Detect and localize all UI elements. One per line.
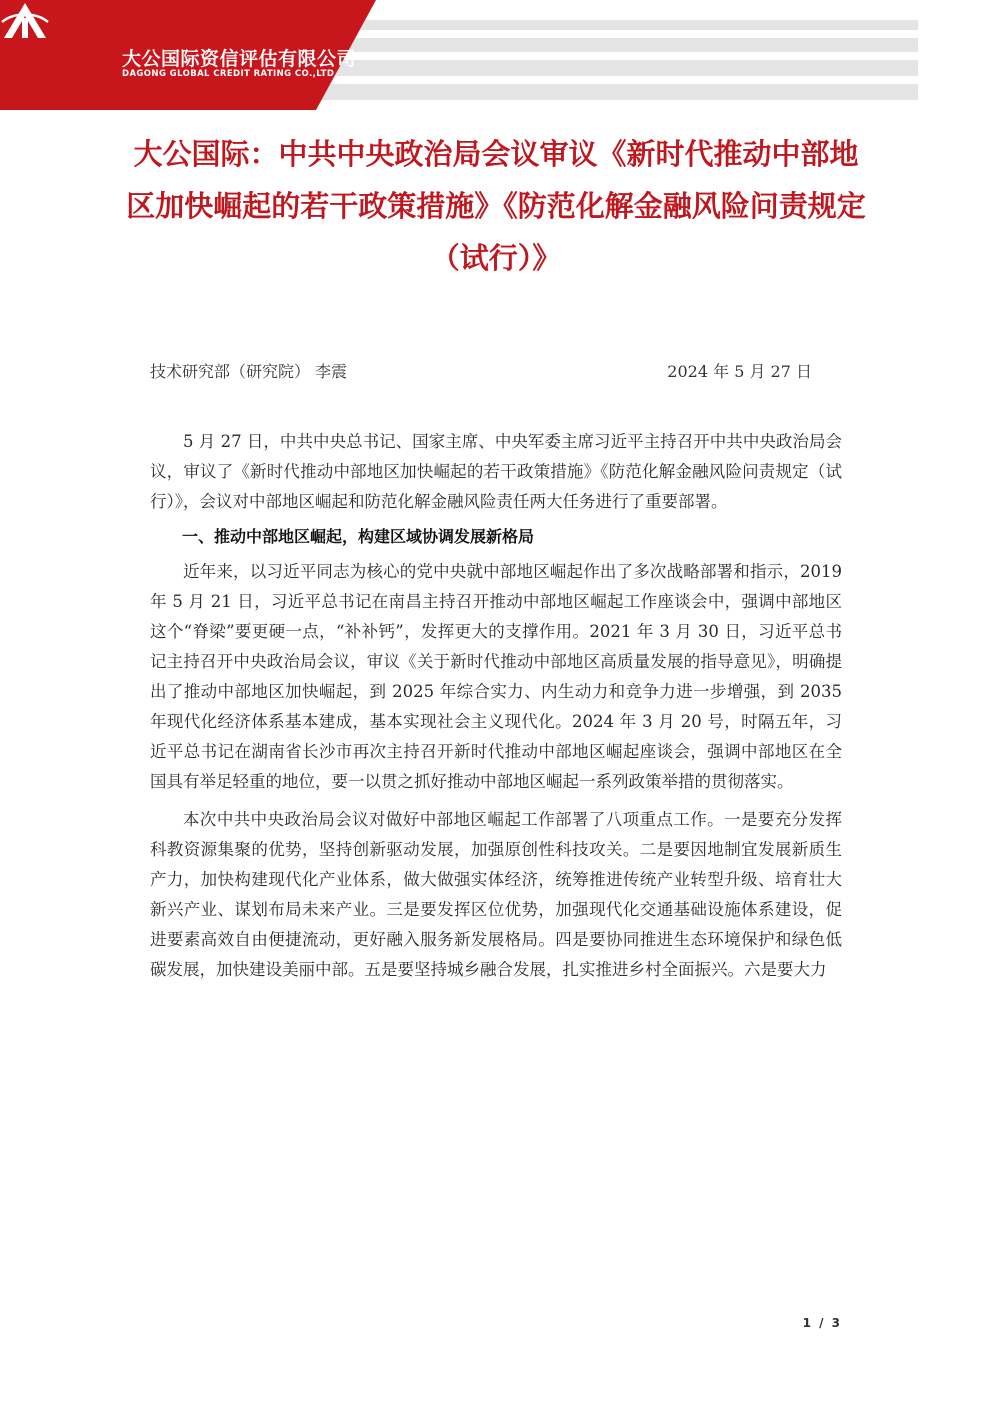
page-header <box>0 0 992 110</box>
page-number: 1 / 3 <box>802 1316 842 1330</box>
company-name-cn: 大公国际资信评估有限公司 <box>122 48 357 70</box>
byline <box>150 360 812 384</box>
body-paragraph: 本次中共中央政治局会议对做好中部地区崛起工作部署了八项重点工作。一是要充分发挥科教资源集聚的优势，坚持创新驱动发展，加强原创性科技攻关。二是要因地制宜发展新质生产力，加快构建现代化产业体系，做大做强实体经济，统筹推进传统产业转型升级、培育壮大新兴产业、谋划布局未来产业。三是要发挥区位优势，加强现代化交通基础设施体系建设，促进要素高效自由便捷流动，更好融入服务新发展格局。四是要协同推进生态环境保护和绿色低碳发展，加快建设美丽中部。五是要坚持城乡融合发展，扎实推进乡村全面振兴。六是要大力 <box>150 810 842 979</box>
document-title: 大公国际：中共中央政治局会议审议《新时代推动中部地区加快崛起的若干政策措施》《防范化解金融风险问责规定（试行）》 <box>126 137 866 275</box>
company-name-en: DAGONG GLOBAL CREDIT RATING CO.,LTD <box>122 69 335 79</box>
section-heading: 一、推动中部地区崛起，构建区域协调发展新格局 <box>182 527 535 546</box>
document-body <box>150 427 842 985</box>
author: 技术研究部（研究院） 李震 <box>150 362 348 381</box>
body-paragraph: 近年来，以习近平同志为核心的党中央就中部地区崛起作出了多次战略部署和指示，2019 年 5 月 21 日，习近平总书记在南昌主持召开推动中部地区崛起工作座谈会中，强调中部地区这个“脊梁”要更硬一点，“补补钙”，发挥更大的支撑作用。2021 年 3 月 30 日，习近平总书记主持召开中央政治局会议，审议《关于新时代推动中部地区高质量发展的指导意见》，明确提出了推动中部地区加快崛起，到 2025 年综合实力、内生动力和竞争力进一步增强，到 2035 年现代化经济体系基本建成，基本实现社会主义现代化。2024 年 3 月 20 号，时隔五年，习近平总书记在湖南省长沙市再次主持召开新时代推动中部地区崛起座谈会，强调中部地区在全国具有举足轻重的地位，要一以贯之抓好推动中部地区崛起一系列政策举措的贯彻落实。 <box>150 562 842 791</box>
dagong-logo-icon <box>0 0 50 42</box>
publish-date: 2024 年 5 月 27 日 <box>667 362 812 381</box>
intro-paragraph: 5 月 27 日，中共中央总书记、国家主席、中央军委主席习近平主持召开中共中央政治局会议，审议了《新时代推动中部地区加快崛起的若干政策措施》《防范化解金融风险问责规定（试行）》，会议对中部地区崛起和防范化解金融风险责任两大任务进行了重要部署。 <box>150 432 842 511</box>
